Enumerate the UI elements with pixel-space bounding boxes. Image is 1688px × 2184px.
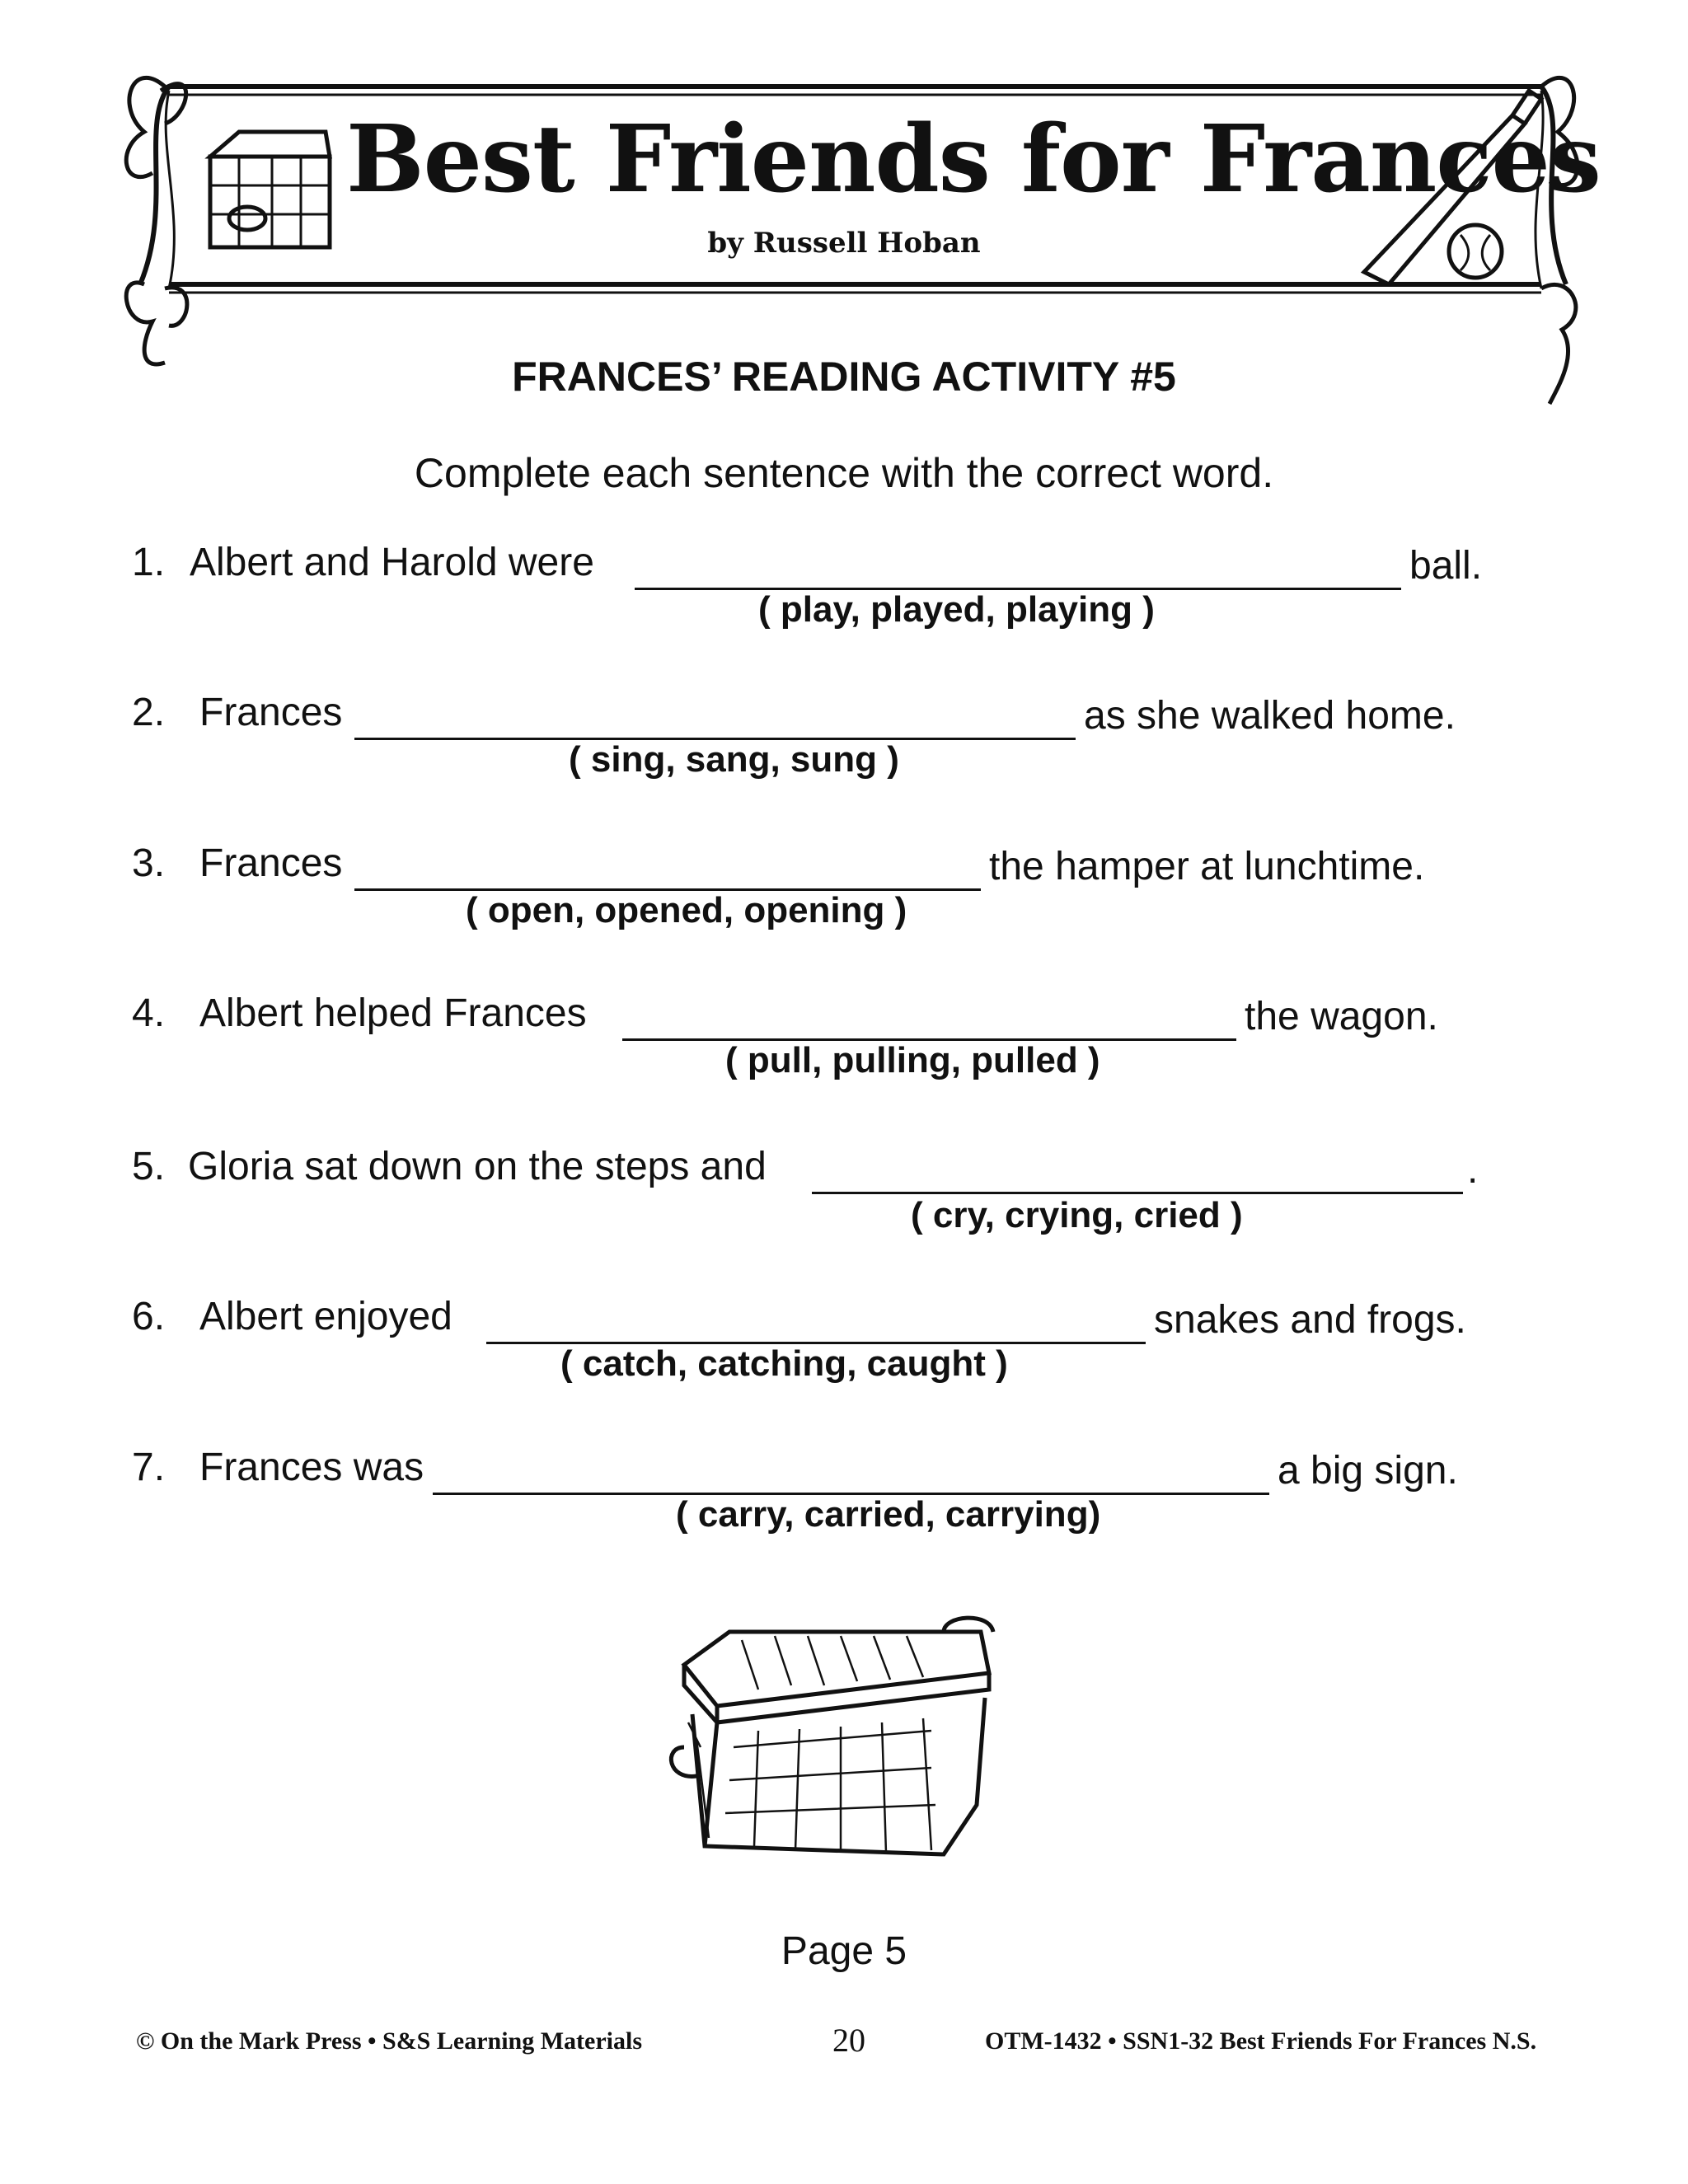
question-text-before: Albert helped Frances [199, 991, 587, 1035]
word-options: ( catch, catching, caught ) [560, 1343, 1008, 1384]
word-options: ( pull, pulling, pulled ) [725, 1040, 1100, 1080]
question-text-before: Frances was [199, 1446, 424, 1489]
word-options: ( carry, carried, carrying) [676, 1494, 1101, 1535]
question-text-after: a big sign. [1278, 1449, 1458, 1493]
question-text-before: Frances [199, 691, 343, 734]
question-text-before: Albert and Harold were [190, 541, 594, 584]
question-text-before: Albert enjoyed [199, 1295, 452, 1338]
word-options: ( cry, crying, cried ) [911, 1195, 1243, 1235]
question-text-after: . [1467, 1148, 1479, 1192]
footer-page-number: 20 [832, 2022, 865, 2059]
question-text-before: Frances [199, 841, 343, 885]
question-number: 5. [132, 1145, 166, 1188]
question-text-after: ball. [1409, 544, 1483, 588]
question-number: 2. [132, 691, 166, 734]
question-number: 1. [132, 541, 166, 584]
answer-blank[interactable] [812, 1192, 1463, 1194]
question-number: 6. [132, 1295, 166, 1338]
question-text-after: the wagon. [1245, 995, 1438, 1038]
word-options: ( play, played, playing ) [758, 589, 1155, 630]
document-title: Best Friends for Frances [346, 105, 1601, 213]
page-label: Page 5 [781, 1929, 907, 1973]
question-text-before: Gloria sat down on the steps and [188, 1145, 767, 1188]
footer-product-code: OTM-1432 • SSN1-32 Best Friends For Frances N.S. [985, 2027, 1537, 2055]
question-text-after: as she walked home. [1084, 694, 1456, 738]
instructions: Complete each sentence with the correct word. [414, 450, 1274, 496]
question-text-after: the hamper at lunchtime. [989, 845, 1425, 888]
word-options: ( sing, sang, sung ) [569, 739, 899, 780]
question-number: 4. [132, 991, 166, 1035]
footer-copyright: © On the Mark Press • S&S Learning Materials [136, 2027, 642, 2055]
question-text-after: snakes and frogs. [1154, 1298, 1466, 1342]
author-byline: by Russell Hoban [707, 227, 981, 260]
picnic-hamper-illustration [659, 1607, 1006, 1879]
activity-heading: FRANCES’ READING ACTIVITY #5 [512, 354, 1176, 400]
word-options: ( open, opened, opening ) [466, 890, 907, 930]
question-number: 7. [132, 1446, 166, 1489]
question-5 [132, 1144, 1492, 1202]
question-number: 3. [132, 841, 166, 885]
